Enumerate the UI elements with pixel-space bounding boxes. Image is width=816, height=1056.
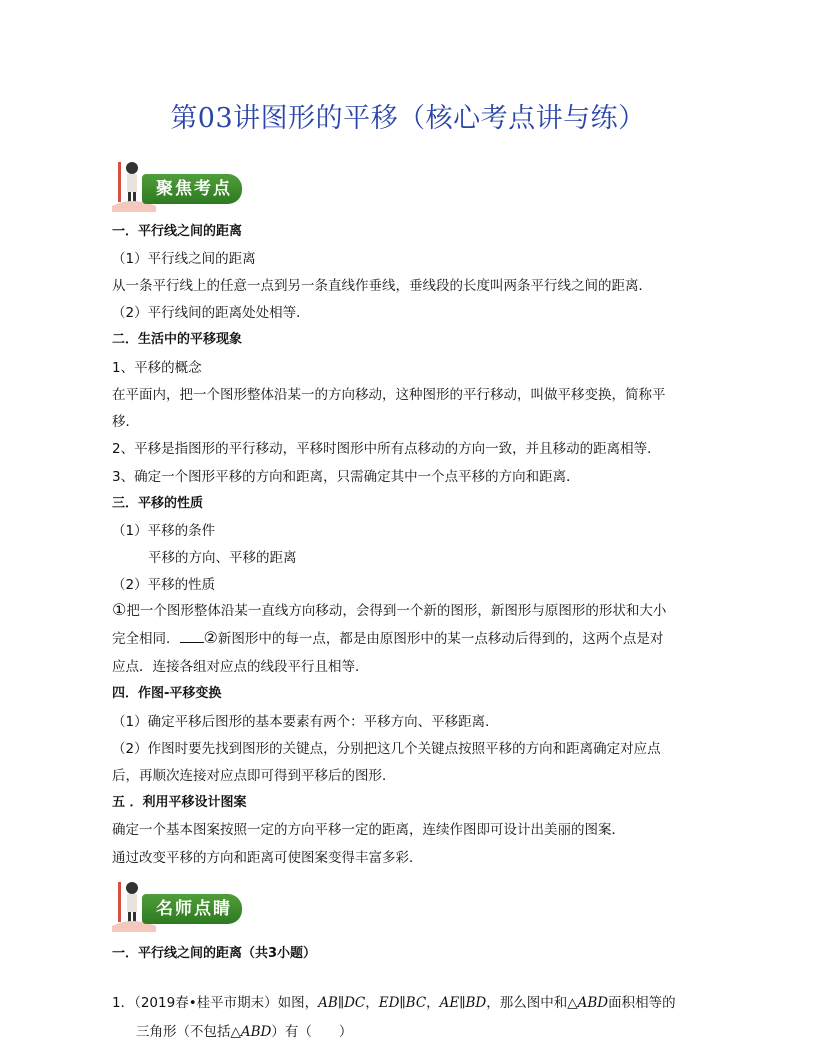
text-line: 1、平移的概念 [112, 360, 202, 376]
section-5-heading: 五 ．利用平移设计图案 [112, 795, 247, 810]
text-line: 平移的方向、平移的距离 [148, 550, 297, 566]
text-line: 3、确定一个图形平移的方向和距离，只需确定其中一个点平移的方向和距离． [112, 469, 580, 485]
section-2-heading: 二．生活中的平移现象 [112, 332, 243, 347]
text-span: 三角形（不包括△ [136, 1024, 241, 1040]
question-number: 1． [112, 995, 135, 1011]
circled-one: ① [112, 600, 127, 619]
math-span: ABD [240, 1024, 272, 1040]
text-span: ， [426, 995, 440, 1011]
text-line: （2）平行线间的距离处处相等． [112, 305, 310, 321]
text-line: 确定一个基本图案按照一定的方向平移一定的距离，连续作图即可设计出美丽的图案． [112, 822, 625, 838]
text-line: 通过改变平移的方向和距离可使图案变得丰富多彩． [112, 850, 423, 866]
text-span: 完全相同． [112, 631, 180, 647]
math-span: ED∥BC [378, 995, 427, 1011]
section-4-heading: 四．作图-平移变换 [112, 686, 222, 701]
text-line: （2）平移的性质 [112, 577, 216, 593]
text-span: ，那么图中和△ [486, 995, 578, 1011]
topic-1-heading: 一．平行线之间的距离（共3小题） [112, 946, 317, 961]
question-1-line-2 [136, 1020, 352, 1040]
focus-banner-label: 聚焦考点 [142, 174, 242, 204]
text-line: （1）平行线之间的距离 [112, 251, 256, 267]
text-span: ）有（ ） [271, 1024, 353, 1040]
text-span: 把一个图形整体沿某一直线方向移动，会得到一个新的图形，新图形与原图形的形状和大小 [126, 603, 667, 619]
text-line: （2）作图时要先找到图形的关键点，分别把这几个关键点按照平移的方向和距离确定对应点 [112, 741, 661, 757]
text-line: 应点．连接各组对应点的线段平行且相等． [112, 659, 369, 675]
math-span: AE∥BD [439, 995, 487, 1011]
text-line: （1）确定平移后图形的基本要素有两个：平移方向、平移距离． [112, 714, 499, 730]
question-1-line-1 [112, 991, 676, 1011]
text-line: 从一条平行线上的任意一点到另一条直线作垂线，垂线段的长度叫两条平行线之间的距离． [112, 278, 652, 294]
text-span: 面积相等的 [608, 995, 676, 1011]
focus-banner [112, 156, 244, 212]
text-line: 在平面内，把一个图形整体沿某一的方向移动，这种图形的平行移动，叫做平移变换，简称平 [112, 387, 666, 403]
text-line: 2、平移是指图形的平行移动，平移时图形中所有点移动的方向一致，并且移动的距离相等． [112, 441, 661, 457]
teacher-banner-label: 名师点睛 [142, 894, 242, 924]
text-line: 后，再顺次连接对应点即可得到平移后的图形． [112, 768, 396, 784]
text-line: 移． [112, 414, 139, 430]
math-span: ABD [577, 995, 609, 1011]
text-span: （2019春•桂平市期末）如图， [134, 995, 319, 1011]
section-1-heading: 一．平行线之间的距离 [112, 224, 243, 239]
text-span: 新图形中的每一点，都是由原图形中的某一点移动后得到的，这两个点是对 [217, 631, 664, 647]
circled-two: ② [203, 628, 218, 647]
section-3-heading: 三．平移的性质 [112, 496, 204, 511]
teacher-banner [112, 876, 244, 932]
page-title: 第03讲图形的平移（核心考点讲与练） [170, 103, 646, 134]
text-span: ， [365, 995, 379, 1011]
text-line [112, 627, 663, 647]
math-span: AB∥DC [318, 995, 366, 1011]
text-line: （1）平移的条件 [112, 523, 216, 539]
text-line [112, 599, 666, 619]
blank-line [180, 630, 204, 643]
